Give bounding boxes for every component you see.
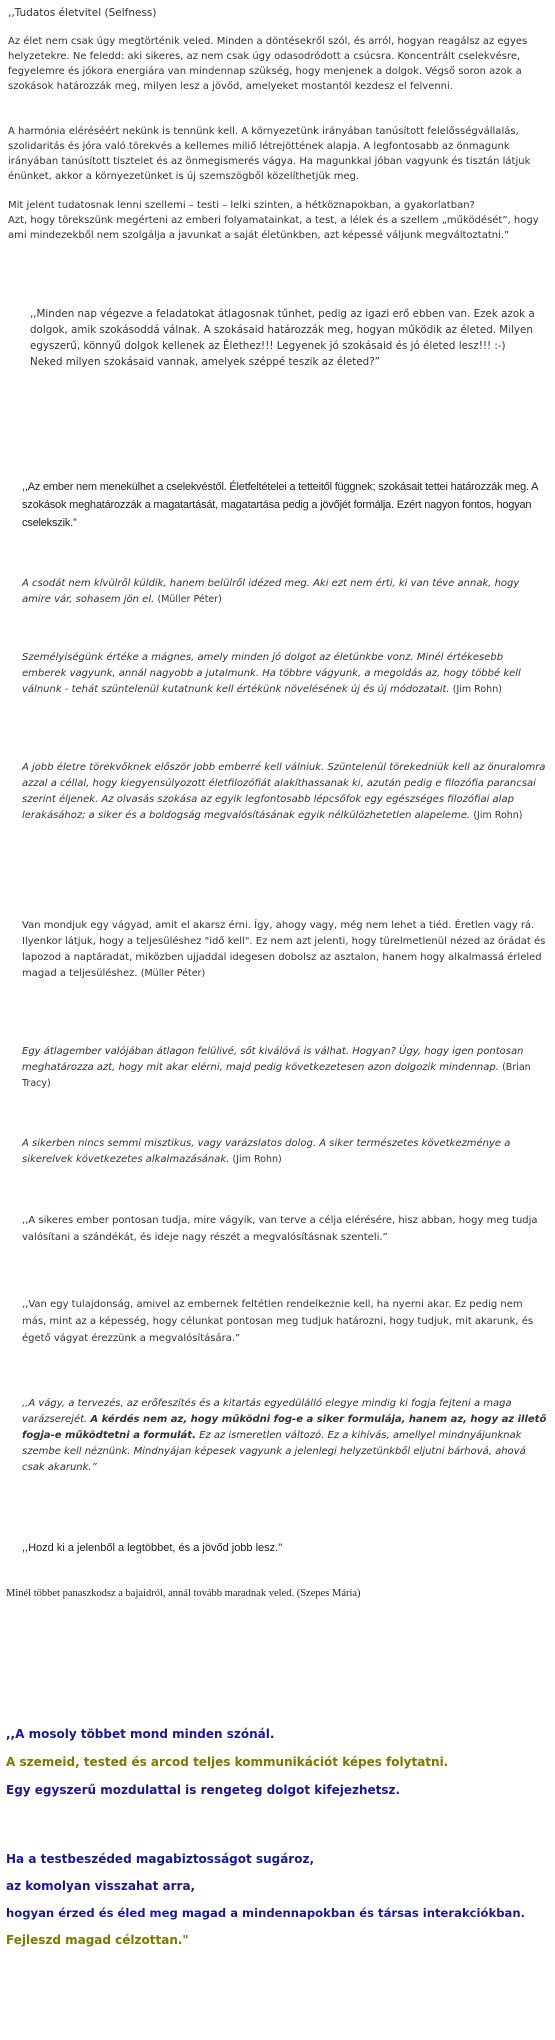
smile-line-3: Egy egyszerű mozdulattal is rengeteg dolgot kifejezhetsz.	[6, 1783, 401, 1797]
intro-paragraph-3	[8, 198, 548, 243]
quote-habits: ,,Minden nap végezve a feladatokat átlagosnak tűnhet, pedig az igazi erő ebben van. Ezek azok a dolgok, amik szokásoddá válnak. A szokásaid határozzák meg, hogyan működik az életed. Milyen egyszerű, könnyű dolgok kellenek az Élethez!!! Legyenek jó szokásaid és jó életed lesz!!! :-) Neked milyen szokásaid vannak, amelyek széppé teszik az életed?”	[30, 308, 535, 368]
quote-source: (Jim Rohn)	[232, 1154, 282, 1165]
body-line-2: az komolyan visszahat arra,	[6, 1879, 196, 1893]
quote-wish: Van mondjuk egy vágyad, amit el akarsz érni. Így, ahogy vagy, még nem lehet a tiéd. Éretlen vagy rá. Ilyenkor látjuk, hogy a teljesüléshez "idő kell". Ez nem azt jelenti, hogy türelmetlenül nézed az órádat és lapozod a naptáradat, miközben ujjaddal idegesen dobolsz az asztalon, hanem hogy alkalmassá érleled magad a teljesüléshez. (Müller Péter)	[22, 920, 546, 979]
quote-desire-emphasis: A kérdés nem az, hogy működni fog-e a siker formulája, hanem az, hogy az illető fogja-e működtetni a formulát.	[22, 1414, 547, 1441]
quote-average: Egy átlagember valójában átlagon felülivé, sőt kiválóvá is válhat. Hogyan? Úgy, hogy igen pontosan meghatározza azt, hogy mit akar elérni, majd pedig következetesen azon dolgozik mindennap. (Brian Tracy)	[22, 1046, 531, 1089]
quote-man-action: ,,Az ember nem menekülhet a cselekvéstől. Életfeltételei a tetteitől függnek; szokásait tettei határozzák meg. A szokások meghatározzák a magatartását, magatartása pedig a jövőjét formálja. Ezért nagyon fontos, hogyan cselekszik.”	[22, 481, 538, 529]
quote-source: (Jim Rohn)	[473, 810, 523, 821]
quote-desire: ,,A vágy, a tervezés, az erőfeszítés és a kitartás egyedülálló elegye mindig ki fogja fejteni a maga varázserejét. A kérdés nem az, hogy működni fog-e a siker formulája, hanem az, hogy az illető fogja-e működtetni a formulát. Ez az ismeretlen változó. Ez a kihívás, amellyel mindnyájunknak szembe kell néznünk. Mindnyájan képesek vagyunk a jelenlegi helyzetünkből eljutni bárhová, ahová csak akarunk.”	[22, 1398, 547, 1473]
quote-successful: ,,A sikeres ember pontosan tudja, mire vágyik, van terve a célja elérésére, hisz abban, hogy meg tudja valósítani a szándékát, és ideje nagy részét a megvalósításnak szenteli.”	[22, 1215, 538, 1243]
quote-trait: ,,Van egy tulajdonság, amivel az embernek feltétlen rendelkeznie kell, ha nyerni akar. Ez pedig nem más, mint az a képesség, hogy célunkat pontosan meg tudjuk határozni, hogy tudjuk, mit akarunk, és égető vágyat érezzünk a megvalósítására.”	[22, 1299, 534, 1344]
quote-source: (Brian Tracy)	[22, 1062, 531, 1089]
quote-complain: Minél többet panaszkodsz a bajaidról, annál tovább maradnak veled. (Szepes Mária)	[6, 1588, 361, 1599]
smile-line-2: A szemeid, tested és arcod teljes kommunikációt képes folytatni.	[6, 1755, 449, 1769]
smile-line-1: ,,A mosoly többet mond minden szónál.	[6, 1727, 275, 1741]
quote-source: (Müller Péter)	[140, 968, 206, 979]
quote-source: (Müller Péter)	[157, 594, 222, 605]
intro-answer: Azt, hogy törekszünk megérteni az emberi folyamatainkat, a test, a lélek és a szellem „működését”, hogy ami mindezekből nem szolgálja a javunkat a saját életünkben, azt képessé váljunk megváltoztatni.”	[8, 215, 539, 241]
intro-paragraph-1: Az élet nem csak úgy megtörténik veled. Minden a döntésekről szól, és arról, hogyan reagálsz az egyes helyzetekre. Ne feledd: aki sikeres, az nem csak úgy odasodródott a csúcsra. Koncentrált cselekvésre, fegyelemre és jókora energiára van mindennap szükség, hogy menjenek a dolgok. Végső soron azok a szokások határozzák meg, milyen lesz a jövőd, amelyeket mostantól kezdesz el felvenni.	[8, 36, 528, 92]
quote-magnet: Személyiségünk értéke a mágnes, amely minden jó dolgot az életünkbe vonz. Minél értékesebb emberek vagyunk, annál nagyobb a jutalmunk. Ha többre vágyunk, a megoldás az, hogy többé kell válnunk - tehát szüntelenül kutatnunk kell értékünk növelésének új és új módozatait. (Jim Rohn)	[22, 652, 521, 695]
body-line-3: hogyan érzed és éled meg magad a mindennapokban és társas interakciókban.	[6, 1906, 525, 1920]
intro-paragraph-2: A harmónia eléréséért nekünk is tennünk kell. A környezetünk irányában tanúsított felelősségvállalás, szolidaritás és jóra való törekvés a kellemes miliő létrejöttének alapja. A legfontosabb az önmagunk irányában tanúsított tisztelet és az önmegismerés vágya. Ha magunkkal jóban vagyunk és tisztán látjuk énünket, akkor a környezetünket is új szemszögből közelíthetjük meg.	[8, 126, 531, 182]
page-title: ,,Tudatos életvitel (Selfness)	[8, 7, 157, 19]
quote-source: (Jim Rohn)	[452, 684, 502, 695]
smile-section	[6, 1720, 551, 1804]
quote-miracle: A csodát nem kívülről küldik, hanem belülről idézed meg. Aki ezt nem érti, ki van téve annak, hogy amire vár, sohasem jön el. (Müller Péter)	[22, 578, 520, 605]
quote-better-life: A jobb életre törekvőknek először jobb emberré kell válniuk. Szüntelenül törekedniük kell az önuralomra azzal a céllal, hogy kiegyensúlyozott életfilozófiát alakíthassanak ki, azután pedig e filozófia parancsai szerint éljenek. Az olvasás szokása az egyik legfontosabb lépcsőfok egy egészséges filozófiai alap lerakásához; a siker és a boldogság megvalósításának egyik nélkülözhetetlen alapeleme. (Jim Rohn)	[22, 762, 546, 821]
quote-mystic: A sikerben nincs semmi misztikus, vagy varázslatos dolog. A siker természetes következménye a sikerelvek következetes alkalmazásának. (Jim Rohn)	[22, 1138, 511, 1165]
body-line-1: Ha a testbeszéded magabiztosságot sugároz,	[6, 1852, 315, 1866]
intro-question: Mit jelent tudatosnak lenni szellemi – testi – lelki szinten, a hétköznapokban, a gyakorlatban?	[8, 200, 475, 211]
body-line-4: Fejleszd magad célzottan."	[6, 1933, 189, 1947]
quote-source: (Szepes Mária)	[296, 1588, 361, 1599]
body-language-section	[6, 1846, 551, 1954]
quote-present: ,,Hozd ki a jelenből a legtöbbet, és a jövőd jobb lesz."	[22, 1542, 283, 1554]
